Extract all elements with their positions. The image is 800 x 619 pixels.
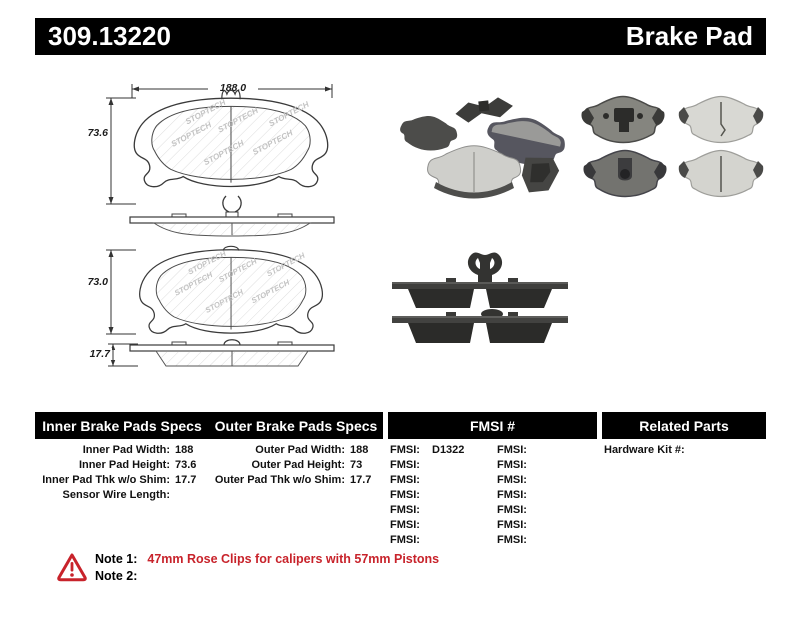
table-row: Inner Pad Thk w/o Shim: 17.7: [42, 474, 197, 486]
dimension-height-inner: 73.6: [76, 127, 110, 139]
table-header-pads-specs: [35, 412, 383, 439]
pad-set-photo: [392, 92, 572, 214]
note-1: [95, 551, 439, 567]
table-header-outer-specs: Outer Brake Pads Specs: [214, 417, 378, 434]
dimension-width-top: 188.0: [208, 82, 258, 94]
table-row: FMSI:: [497, 534, 527, 546]
svg-text:STOPTECH: STOPTECH: [265, 250, 307, 279]
table-row: FMSI:: [390, 504, 420, 516]
table-row: FMSI:: [497, 504, 527, 516]
outer-specs-column: [207, 443, 385, 488]
table-row: FMSI: D1322: [390, 444, 465, 456]
table-row: FMSI:: [390, 474, 420, 486]
svg-text:STOPTECH: STOPTECH: [169, 120, 213, 149]
pad-side-view-drawing: [126, 336, 338, 372]
table-row: FMSI:: [497, 489, 527, 501]
table-row: Outer Pad Width: 188: [255, 444, 369, 456]
table-row: FMSI:: [497, 459, 527, 471]
svg-text:STOPTECH: STOPTECH: [267, 99, 311, 129]
related-parts-column: [604, 443, 764, 458]
table-row: FMSI:: [390, 459, 420, 471]
svg-text:STOPTECH: STOPTECH: [216, 105, 260, 135]
note-1-text: 47mm Rose Clips for calipers with 57mm Pistons: [147, 552, 440, 566]
table-row: Sensor Wire Length:: [62, 489, 170, 501]
part-number: 309.13220: [48, 21, 171, 51]
fmsi-column-2: [497, 443, 593, 548]
svg-text:STOPTECH: STOPTECH: [217, 256, 259, 285]
svg-text:STOPTECH: STOPTECH: [172, 270, 215, 298]
warning-icon: [56, 551, 88, 583]
page-header-bar: [35, 18, 766, 55]
pad-edge-photo: [388, 248, 572, 352]
note-1-label: Note 1:: [95, 552, 138, 566]
outer-pad-front-drawing: [126, 242, 338, 342]
table-row: FMSI:: [390, 519, 420, 531]
table-row: Hardware Kit #:: [604, 444, 685, 456]
page-title: Brake Pad: [625, 21, 753, 51]
table-row: FMSI:: [497, 519, 527, 531]
table-header-related-parts: Related Parts: [602, 412, 766, 439]
table-row: FMSI:: [497, 474, 527, 486]
dimension-thickness: 17.7: [78, 348, 112, 360]
note-2-label: Note 2:: [95, 569, 138, 583]
svg-text:STOPTECH: STOPTECH: [251, 128, 295, 157]
svg-text:STOPTECH: STOPTECH: [249, 277, 291, 306]
note-2: [95, 568, 147, 584]
table-header-inner-specs: Inner Brake Pads Specs: [42, 417, 202, 434]
svg-text:STOPTECH: STOPTECH: [202, 138, 246, 168]
dimension-height-outer: 73.0: [76, 276, 110, 288]
table-row: FMSI:: [497, 444, 527, 456]
table-row: Outer Pad Height: 73: [251, 459, 363, 471]
table-row: FMSI:: [390, 489, 420, 501]
inner-specs-column: [32, 443, 210, 503]
svg-text:STOPTECH: STOPTECH: [186, 248, 228, 277]
svg-text:STOPTECH: STOPTECH: [183, 97, 228, 127]
table-header-fmsi: FMSI #: [388, 412, 597, 439]
table-row: Inner Pad Height: 73.6: [78, 459, 197, 471]
fmsi-column-1: [390, 443, 490, 548]
table-row: FMSI:: [390, 534, 420, 546]
table-row: Inner Pad Width: 188: [82, 444, 194, 456]
pad-grid-photo: [576, 94, 768, 206]
inner-pad-front-drawing: [126, 88, 338, 202]
pad-top-view-drawing: [126, 194, 338, 242]
table-row: Outer Pad Thk w/o Shim: 17.7: [214, 474, 372, 486]
svg-text:STOPTECH: STOPTECH: [203, 287, 245, 315]
